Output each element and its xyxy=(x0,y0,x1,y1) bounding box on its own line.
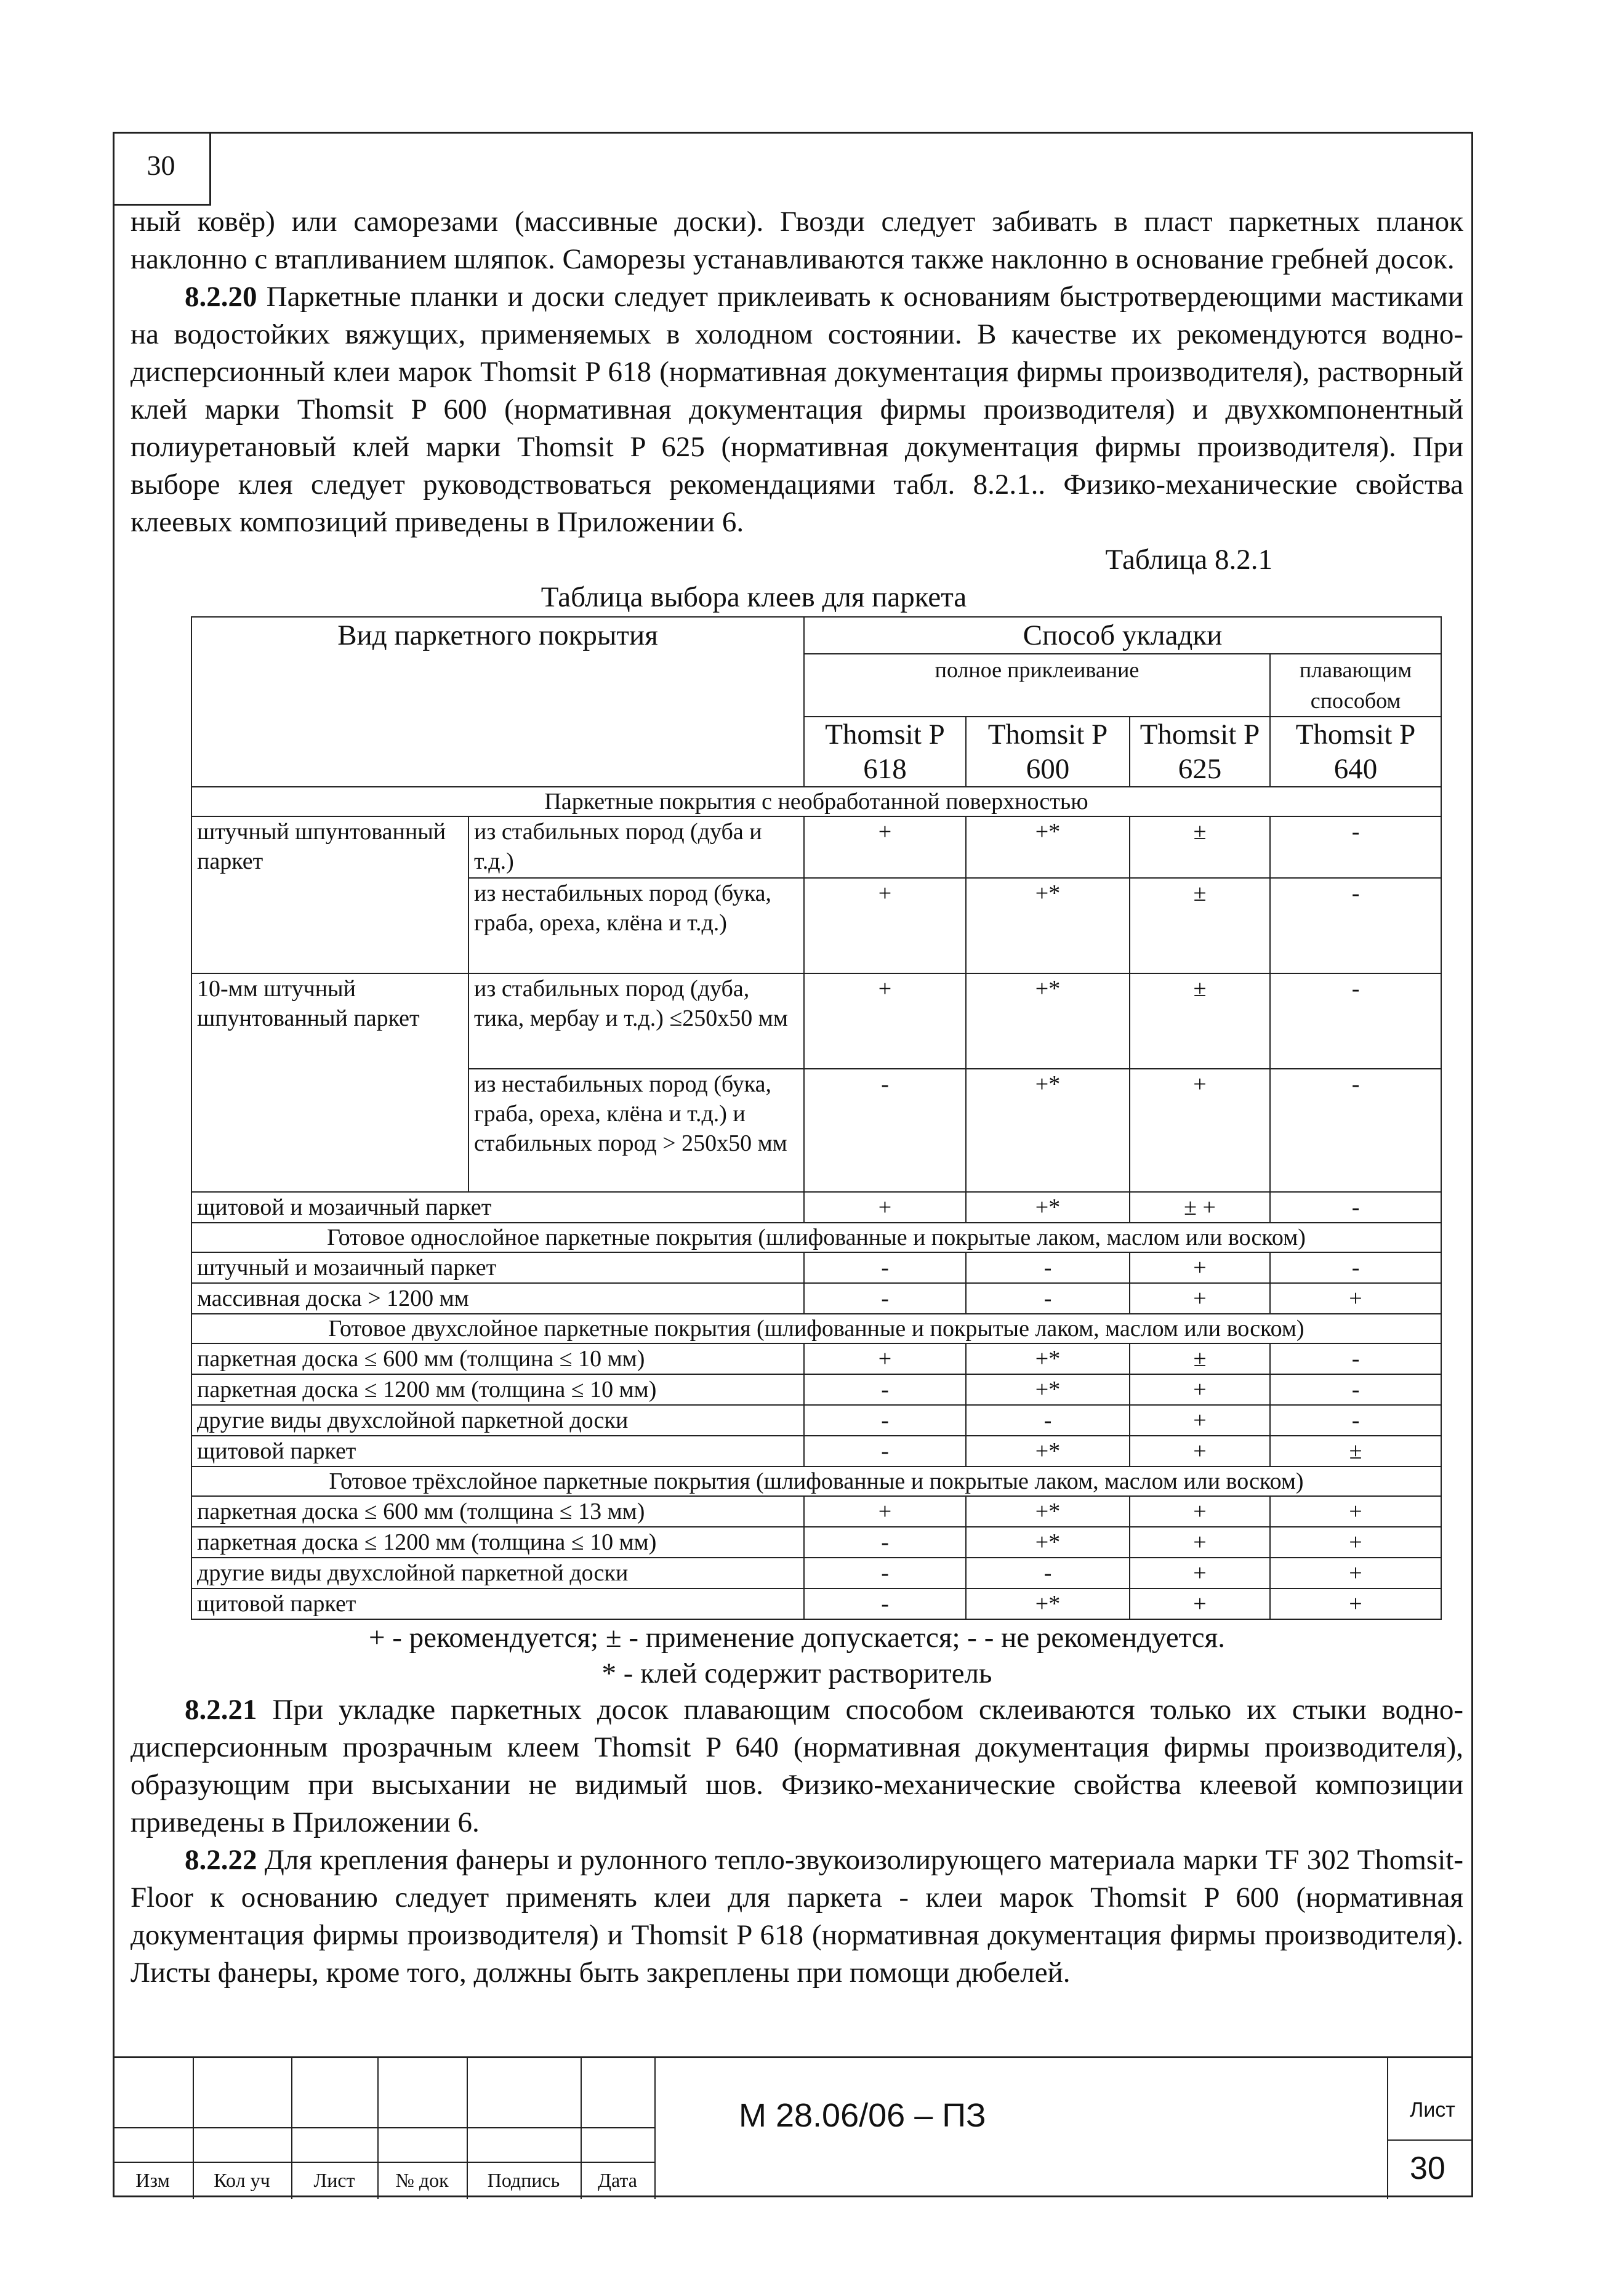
stamp-ndok: № док xyxy=(395,2169,449,2191)
cell: ± xyxy=(1270,1436,1441,1467)
cell: ± xyxy=(1130,1343,1270,1374)
cell: - xyxy=(804,1252,966,1283)
row-label: паркетная доска ≤ 600 мм (толщина ≤ 10 мм) xyxy=(191,1343,804,1374)
cell: ± xyxy=(1130,973,1270,1069)
row-label: из нестабильных пород (бука, граба, ореха, клёна и т.д.) и стабильных пород > 250х50 мм xyxy=(468,1069,804,1192)
cell: - xyxy=(804,1558,966,1588)
cell: - xyxy=(804,1283,966,1314)
row-label: из стабильных пород (дуба, тика, мербау и т.д.) ≤250х50 мм xyxy=(468,973,804,1069)
cell: ± xyxy=(1130,878,1270,973)
table-title: Таблица выбора клеев для паркета xyxy=(541,581,967,613)
cell: + xyxy=(1130,1405,1270,1436)
stamp-kol: Кол уч xyxy=(214,2169,270,2191)
stamp-data: Дата xyxy=(598,2169,637,2191)
paragraph-8-2-22 xyxy=(131,1841,1463,1992)
cell: - xyxy=(804,1069,966,1192)
row-label: паркетная доска ≤ 1200 мм (толщина ≤ 10 мм) xyxy=(191,1374,804,1405)
paragraph-continued: ный ковёр) или саморезами (массивные доски). Гвозди следует забивать в пласт паркетных планок наклонно с втапливанием шляпок. Саморезы устанавливаются также наклонно в основание гребней досок. xyxy=(131,206,1463,275)
row-label: штучный и мозаичный паркет xyxy=(191,1252,804,1283)
legend-line: + - рекомендуется; ± - применение допускается; - - не рекомендуется. xyxy=(368,1622,1226,1654)
cell: - xyxy=(966,1252,1130,1283)
group-label: 10-мм штучный шпунтованный паркет xyxy=(191,973,468,1192)
cell: +* xyxy=(966,1069,1130,1192)
stamp-izm: Изм xyxy=(135,2169,170,2191)
sheet-number: 30 xyxy=(1410,2151,1445,2186)
paragraph-8-2-21 xyxy=(131,1691,1463,1841)
cell: - xyxy=(1270,1405,1441,1436)
cell: - xyxy=(1270,878,1441,973)
cell: + xyxy=(1130,1252,1270,1283)
cell: - xyxy=(966,1558,1130,1588)
cell: +* xyxy=(966,1588,1130,1619)
row-label: паркетная доска ≤ 1200 мм (толщина ≤ 10 мм) xyxy=(191,1527,804,1558)
cell: - xyxy=(966,1283,1130,1314)
row-label: щитовой паркет xyxy=(191,1436,804,1467)
cell: +* xyxy=(966,973,1130,1069)
header-type: Вид паркетного покрытия xyxy=(191,617,804,787)
cell: ± xyxy=(1130,816,1270,878)
cell: +* xyxy=(966,1436,1130,1467)
group-label: штучный шпунтованный паркет xyxy=(191,816,468,973)
cell: - xyxy=(804,1405,966,1436)
paragraph-text: Паркетные планки и доски следует приклеивать к основаниям быстротвердеющими мастиками на водостойких вяжущих, применяемых в холодном состоянии. В качестве их рекомендуются водно-дисперсионный клеи марок Thomsit P 618 (нормативная документация фирмы производителя), растворный клей марки Thomsit P 600 (нормативная документация фирмы производителя) и двухкомпонентный полиуретановый клей марки Thomsit P 625 (нормативная документация фирмы производителя). При выборе клея следует руководствоваться рекомендациями табл. 8.2.1.. Физико-механические свойства клеевых композиций приведены в Приложении 6. xyxy=(131,281,1463,538)
cell: + xyxy=(804,816,966,878)
cell: - xyxy=(1270,1192,1441,1223)
legend-line: * - клей содержит растворитель xyxy=(601,1657,992,1689)
cell: + xyxy=(1130,1527,1270,1558)
sheet-label: Лист xyxy=(1410,2098,1455,2122)
cell: - xyxy=(804,1436,966,1467)
cell: +* xyxy=(966,816,1130,878)
cell: +* xyxy=(966,1527,1130,1558)
row-label: массивная доска > 1200 мм xyxy=(191,1283,804,1314)
header-glue: Thomsit P 625 xyxy=(1130,717,1270,787)
row-label: из стабильных пород (дуба и т.д.) xyxy=(468,816,804,878)
clause-number: 8.2.22 xyxy=(185,1844,257,1876)
cell: + xyxy=(1270,1588,1441,1619)
cell: + xyxy=(804,1343,966,1374)
document-code: М 28.06/06 – ПЗ xyxy=(739,2097,986,2134)
cell: + xyxy=(1270,1283,1441,1314)
cell: + xyxy=(1130,1374,1270,1405)
row-label: паркетная доска ≤ 600 мм (толщина ≤ 13 мм) xyxy=(191,1496,804,1527)
cell: + xyxy=(1130,1558,1270,1588)
stamp-podp: Подпись xyxy=(487,2169,560,2191)
cell: + xyxy=(1270,1527,1441,1558)
header-glue: Thomsit P 600 xyxy=(966,717,1130,787)
cell: - xyxy=(804,1588,966,1619)
table-caption: Таблица 8.2.1 xyxy=(1105,544,1272,576)
header-method: Способ укладки xyxy=(804,617,1441,654)
row-label: щитовой и мозаичный паркет xyxy=(191,1192,804,1223)
cell: +* xyxy=(966,1374,1130,1405)
section-row: Паркетные покрытия с необработанной поверхностью xyxy=(191,787,1441,816)
header-glue: Thomsit P 640 xyxy=(1270,717,1441,787)
cell: - xyxy=(1270,973,1441,1069)
stamp-list: Лист xyxy=(313,2169,355,2191)
section-row: Готовое однослойное паркетные покрытия (шлифованные и покрытые лаком, маслом или воском) xyxy=(191,1223,1441,1252)
paragraph-8-2-20 xyxy=(131,278,1463,541)
section-row: Готовое двухслойное паркетные покрытия (шлифованные и покрытые лаком, маслом или воском) xyxy=(191,1314,1441,1343)
header-glue: Thomsit P 618 xyxy=(804,717,966,787)
cell: - xyxy=(1270,1252,1441,1283)
cell: + xyxy=(804,1496,966,1527)
cell: + xyxy=(1270,1496,1441,1527)
clause-number: 8.2.20 xyxy=(185,281,257,313)
divider xyxy=(1387,2139,1473,2141)
section-row: Готовое трёхслойное паркетные покрытия (шлифованные и покрытые лаком, маслом или воском) xyxy=(191,1467,1441,1496)
cell: - xyxy=(1270,1374,1441,1405)
row-label: другие виды двухслойной паркетной доски xyxy=(191,1558,804,1588)
cell: +* xyxy=(966,878,1130,973)
cell: + xyxy=(1130,1496,1270,1527)
cell: - xyxy=(1270,1069,1441,1192)
page-number: 30 xyxy=(113,132,211,206)
paragraph-text: При укладке паркетных досок плавающим способом склеиваются только их стыки водно-дисперсионным прозрачным клеем Thomsit P 640 (нормативная документация фирмы производителя), образующим при высыхании не видимый шов. Физико-механические свойства клеевой композиции приведены в Приложении 6. xyxy=(131,1694,1463,1838)
cell: - xyxy=(1270,816,1441,878)
cell: - xyxy=(804,1527,966,1558)
cell: ± + xyxy=(1130,1192,1270,1223)
cell: + xyxy=(804,878,966,973)
adhesive-table xyxy=(191,616,1442,1620)
cell: - xyxy=(1270,1343,1441,1374)
cell: - xyxy=(966,1405,1130,1436)
document-body xyxy=(131,203,1463,1992)
cell: +* xyxy=(966,1192,1130,1223)
paragraph-text: Для крепления фанеры и рулонного тепло-звукоизолирующего материала марки TF 302 Thomsit-Floor к основанию следует применять клеи для паркета - клеи марок Thomsit P 600 (нормативная документация фирмы производителя) и Thomsit P 618 (нормативная документация фирмы производителя). Листы фанеры, кроме того, должны быть закреплены при помощи дюбелей. xyxy=(131,1844,1463,1989)
header-full: полное приклеивание xyxy=(804,654,1270,717)
cell: +* xyxy=(966,1343,1130,1374)
row-label: другие виды двухслойной паркетной доски xyxy=(191,1405,804,1436)
cell: +* xyxy=(966,1496,1130,1527)
cell: + xyxy=(1130,1588,1270,1619)
cell: + xyxy=(804,973,966,1069)
clause-number: 8.2.21 xyxy=(185,1694,257,1726)
cell: + xyxy=(1130,1436,1270,1467)
header-float: плавающим способом xyxy=(1270,654,1441,717)
row-label: из нестабильных пород (бука, граба, ореха, клёна и т.д.) xyxy=(468,878,804,973)
cell: + xyxy=(1130,1069,1270,1192)
cell: - xyxy=(804,1374,966,1405)
cell: + xyxy=(1130,1283,1270,1314)
cell: + xyxy=(1270,1558,1441,1588)
cell: + xyxy=(804,1192,966,1223)
row-label: щитовой паркет xyxy=(191,1588,804,1619)
